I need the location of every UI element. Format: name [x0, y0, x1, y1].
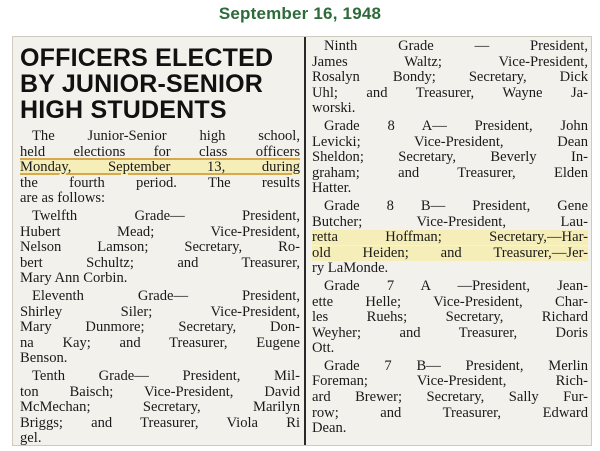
text-line: Shirley Siler; Vice-President, [20, 304, 300, 320]
text-line: Ott. [312, 341, 335, 357]
twelfth-grade-paragraph [20, 209, 300, 287]
text-line: Uhl; and Treasurer, Wayne Ja- [312, 85, 588, 101]
text-line: Butcher; Vice-President, Lau- [312, 214, 588, 230]
text-line: Mary Dunmore; Secretary, Don- [20, 320, 300, 336]
text-line: les Ruehs; Secretary, Richard [312, 310, 588, 326]
text-line: Weyher; and Treasurer, Doris [312, 325, 588, 341]
text-line: Grade 8 B— President, Gene [324, 198, 588, 214]
grade-8a-paragraph [312, 119, 588, 197]
text-line: Sheldon; Secretary, Beverly In- [312, 150, 588, 166]
text-line: Levicki; Vice-President, Dean [312, 134, 588, 150]
text-line-highlighted [312, 230, 588, 246]
text-line: worski. [312, 101, 356, 117]
left-column [20, 41, 300, 449]
text-line-highlighted [20, 160, 300, 176]
column-divider [304, 37, 306, 445]
text-line: Eleventh Grade— President, [32, 288, 300, 304]
text-line-highlighted [312, 246, 588, 262]
text-line: held elections for class officers [20, 144, 300, 160]
headline [20, 45, 300, 123]
text-line: gel. [20, 431, 42, 447]
text-line: Rosalyn Bondy; Secretary, Dick [312, 70, 588, 86]
text-line: Dean. [312, 421, 347, 437]
text-line: The Junior-Senior high school, [32, 129, 300, 144]
intro-paragraph [20, 129, 300, 207]
text-line: the fourth period. The results [20, 175, 300, 191]
ninth-grade-paragraph [312, 39, 588, 117]
text-line: ton Baisch; Vice-President, David [20, 384, 300, 400]
highlighted-name: retta Hoffman; Secretary,—Har- [312, 230, 588, 246]
text-line: ry LaMonde. [312, 261, 389, 277]
text-line: are as follows: [20, 191, 106, 207]
grade-7a-paragraph [312, 279, 588, 357]
text-line: Mary Ann Corbin. [20, 271, 128, 287]
highlighted-name: old Heiden; and Treasurer,—Jer- [312, 245, 588, 261]
right-column [312, 39, 588, 439]
highlighted-date: Monday, September 13, during [20, 160, 300, 176]
text-line: na Kay; and Treasurer, Eugene [20, 335, 300, 351]
text-line: Grade 7 A —President, Jean- [324, 278, 588, 294]
text-line: McMechan; Secretary, Marilyn [20, 400, 300, 416]
text-line: row; and Treasurer, Edward [312, 405, 588, 421]
newspaper-clipping [12, 36, 592, 446]
text-line: Briggs; and Treasurer, Viola Ri [20, 415, 300, 431]
text-line: ard Brewer; Secretary, Sally Fur- [312, 390, 588, 406]
grade-8b-paragraph [312, 199, 588, 277]
text-line: Nelson Lamson; Secretary, Ro- [20, 240, 300, 256]
text-line: Tenth Grade— President, Mil- [32, 368, 300, 384]
text-line: Hatter. [312, 181, 352, 197]
text-line: Twelfth Grade— President, [32, 208, 300, 224]
text-line: Grade 8 A— President, John [324, 118, 588, 134]
grade-7b-paragraph [312, 359, 588, 437]
text-line: James Waltz; Vice-President, [312, 54, 588, 70]
text-line: Benson. [20, 351, 68, 367]
tenth-grade-paragraph [20, 369, 300, 447]
dateline: September 16, 1948 [218, 4, 382, 23]
headline-line: HIGH STUDENTS [20, 96, 227, 124]
headline-line: BY JUNIOR-SENIOR [20, 70, 264, 98]
text-line: Grade 7 B— President, Merlin [324, 358, 588, 374]
headline-line: OFFICERS ELECTED [20, 44, 274, 72]
text-line: Ninth Grade — President, [324, 39, 588, 54]
text-line: bert Schultz; and Treasurer, [20, 255, 300, 271]
text-line: Hubert Mead; Vice-President, [20, 224, 300, 240]
eleventh-grade-paragraph [20, 289, 300, 367]
text-line: ette Helle; Vice-President, Char- [312, 294, 588, 310]
text-line: graham; and Treasurer, Elden [312, 165, 588, 181]
text-line: Foreman; Vice-President, Rich- [312, 374, 588, 390]
